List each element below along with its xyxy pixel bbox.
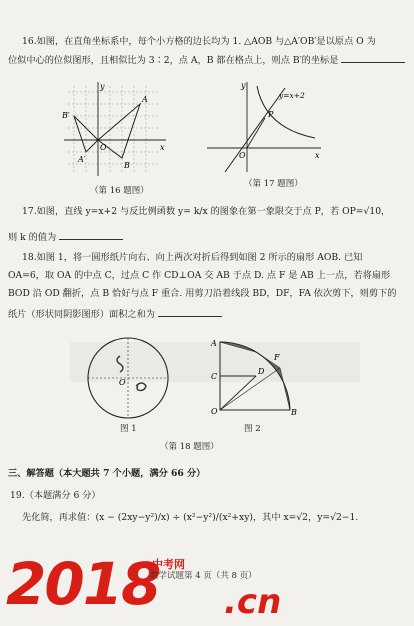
q17-label-x: x <box>315 151 320 160</box>
q17-segment-OP <box>247 118 265 148</box>
q18-figure2 <box>208 336 298 416</box>
q18-line4-text: 纸片（形状同阴影图形）面积之和为 <box>8 309 155 320</box>
q18-fig2-label-O: O <box>211 407 218 416</box>
q16-line2-text: 位似中心的位似图形，且相似比为 3∶2，点 A，B 都在格点上，则点 B′的坐标是 <box>8 55 339 66</box>
q17-figure <box>205 80 325 175</box>
q16-answer-blank <box>341 53 405 63</box>
q17-line1: 17.如图，直线 y=x+2 与反比例函数 y= k/x 的图象在第一象限交于点 P，若 OP=√10， <box>22 206 391 217</box>
q18-cut-mark-upper <box>117 356 123 372</box>
q18-fig1-caption: 图 1 <box>120 424 137 434</box>
watermark-year: 2018 <box>6 550 160 618</box>
q16-label-O: O <box>100 143 107 152</box>
q18-segment-OF <box>220 368 280 410</box>
q16-caption: （第 16 题图） <box>90 186 149 196</box>
q19-line1: 先化简，再求值：(x − (2xy−y²)/x) ÷ (x²−y²)/(x²+xy)，其中 x=√2，y=√2−1. <box>22 512 359 523</box>
q18-fig2-label-D: D <box>258 367 265 376</box>
watermark-site-name: 中考网 <box>152 558 185 571</box>
page-footer: 数学试题第 4 页（共 8 页） <box>150 571 257 581</box>
q18-fig2-label-B: B <box>291 408 297 416</box>
q16-label-Ap: A′ <box>78 155 86 164</box>
q17-label-y: y <box>241 81 246 90</box>
q19-title: 19.（本题满分 6 分） <box>10 490 101 501</box>
q18-fig2-label-A: A <box>211 339 217 348</box>
q17-label-O: O <box>239 151 246 160</box>
q18-caption: （第 18 题图） <box>160 442 219 452</box>
q18-line3: BOD 沿 OD 翻折，点 B 恰好与点 F 重合. 用剪刀沿着线段 BD，DF，FA 依次剪下，则剪下的 <box>8 288 397 299</box>
q17-line2-text: 则 k 的值为 <box>8 232 57 243</box>
section3-heading: 三、解答题（本大题共 7 个小题，满分 66 分） <box>8 468 206 479</box>
q17-answer-blank <box>59 230 123 240</box>
q17-label-P: P <box>268 110 274 119</box>
q16-line1: 16.如图，在直角坐标系中，每个小方格的边长均为 1. △AOB 与△A′OB′是以原点 O 为 <box>22 36 376 47</box>
watermark-domain: .cn <box>224 582 282 622</box>
q18-line1: 18.如图 1，将一圆形纸片向右、向上两次对折后得到如图 2 所示的扇形 AOB. 已知 <box>22 252 363 263</box>
q18-line4 <box>8 307 222 321</box>
q16-label-Bp: B′ <box>62 111 70 120</box>
q18-fig2-label-C: C <box>211 372 218 381</box>
q16-label-x: x <box>160 143 165 152</box>
q17-line <box>225 88 285 172</box>
q18-segment-OD <box>220 376 256 410</box>
q17-line2 <box>8 230 123 244</box>
q16-line2 <box>8 53 405 67</box>
q18-fig2-label-F: F <box>274 353 280 362</box>
q16-label-A: A <box>142 95 148 104</box>
q18-answer-blank <box>158 307 222 317</box>
q18-fig1-label-O: O <box>119 378 126 387</box>
q17-label-eq: y=x+2 <box>279 91 305 100</box>
q16-label-y: y <box>100 82 105 91</box>
site-watermark <box>0 536 414 626</box>
q18-figure1 <box>84 334 184 420</box>
q16-figure <box>60 80 170 180</box>
q16-label-B: B <box>124 161 130 170</box>
q17-caption: （第 17 题图） <box>244 179 303 189</box>
q18-fig2-caption: 图 2 <box>244 424 261 434</box>
q18-cut-mark-lower <box>136 383 146 391</box>
q18-line2: OA=6，取 OA 的中点 C，过点 C 作 CD⊥OA 交 AB 于点 D. 点 F 是 AB 上一点，若将扇形 <box>8 270 391 281</box>
